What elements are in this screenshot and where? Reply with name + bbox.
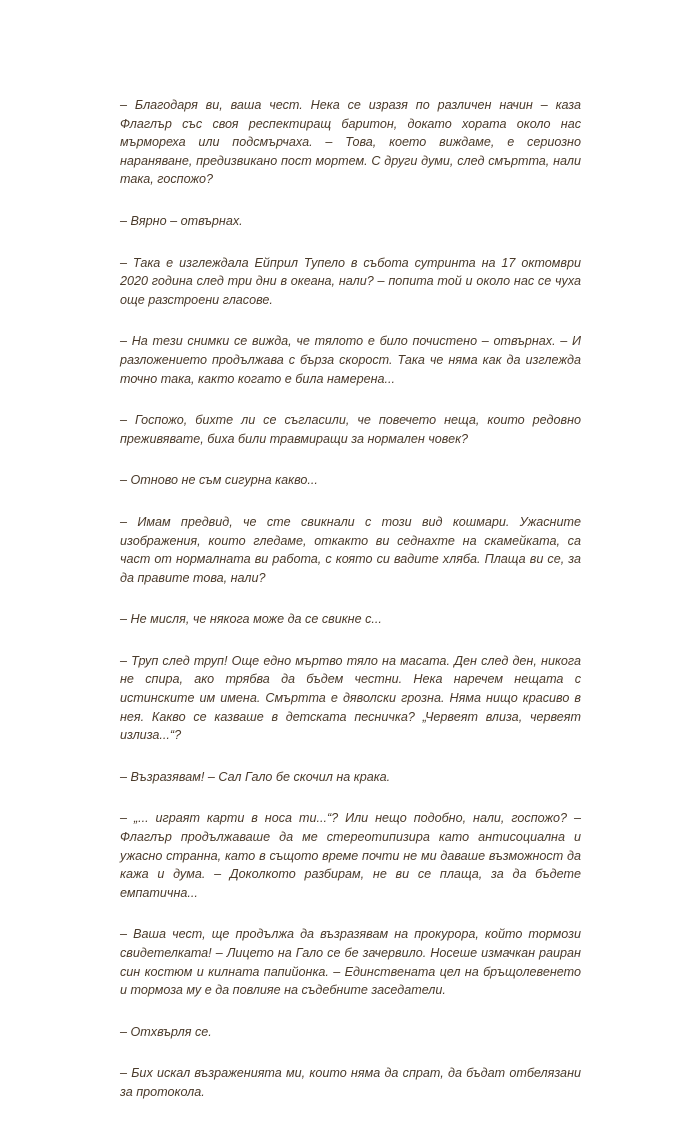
paragraph: – Отхвърля се. bbox=[120, 1024, 212, 1039]
paragraph: – Имам предвид, че сте свикнали с този вид кошмари. Ужасните изображения, които гледаме, откакто ви седнахте на скамейката, са част от нормалната ви работа, с която си вадите хляба. Плаща ви се, за да правите това, нали? bbox=[120, 514, 581, 585]
paragraph: – Благодаря ви, ваша чест. Нека се изразя по различен начин – каза Флаглър със своя респектиращ баритон, докато хората около нас мърмореха или подсмърчаха. – Това, което виждаме, е сериозно нараняване, предизвикано пост мортем. С други думи, след смъртта, нали така, госпожо? bbox=[120, 98, 581, 187]
paragraph: – Труп след труп! Още едно мъртво тяло на масата. Ден след ден, никога не спира, ако трябва да бъдем честни. Нека наречем нещата с истинските им имена. Смъртта е дяволски грозна. Няма нищо красиво в нея. Какво се казваше в детската песничка? „Червеят влиза, червеят излиза...“? bbox=[120, 653, 581, 743]
paragraph: – Ваша чест, ще продължа да възразявам на прокурора, който тормози свидетелката! – Лицето на Гало се бе зачервило. Носеше измачкан раиран син костюм и килната папийонка. – Единствената цел на бръщолевенето и тормоза му е да повлияе на съдебните заседатели. bbox=[120, 927, 581, 998]
paragraph: – На тези снимки се вижда, че тялото е било почистено – отвърнах. – И разложението продължава с бърза скорост. Така че няма как да изглежда точно така, както когато е била намерена... bbox=[120, 334, 581, 386]
paragraph: – Отново не съм сигурна какво... bbox=[120, 473, 318, 488]
paragraph: – Госпожо, бихте ли се съгласили, че повечето неща, които редовно преживявате, биха били травмиращи за нормален човек? bbox=[120, 413, 581, 446]
paragraph: – Така е изглеждала Ейприл Тупело в събота сутринта на 17 октомври 2020 година след три дни в океана, нали? – попита той и около нас се чуха още разстроени гласове. bbox=[120, 255, 581, 307]
paragraph: – Възразявам! – Сал Гало бе скочил на крака. bbox=[120, 769, 391, 784]
text-column bbox=[120, 96, 581, 1125]
paragraph: – Бих искал възраженията ми, които няма да спрат, да бъдат отбелязани за протокола. bbox=[120, 1066, 581, 1099]
paragraph: – Не мисля, че някога може да се свикне с... bbox=[120, 612, 382, 627]
paragraph: – Вярно – отвърнах. bbox=[120, 213, 243, 228]
paragraph: – „... играят карти в носа ти...“? Или нещо подобно, нали, госпожо? – Флаглър продължаваше да ме стереотипизира като антисоциална и ужасно странна, като в същото време почти не ми даваше възможност да кажа и дума. – Доколкото разбирам, не ви се плаща, за да бъдете емпатична... bbox=[120, 811, 581, 900]
